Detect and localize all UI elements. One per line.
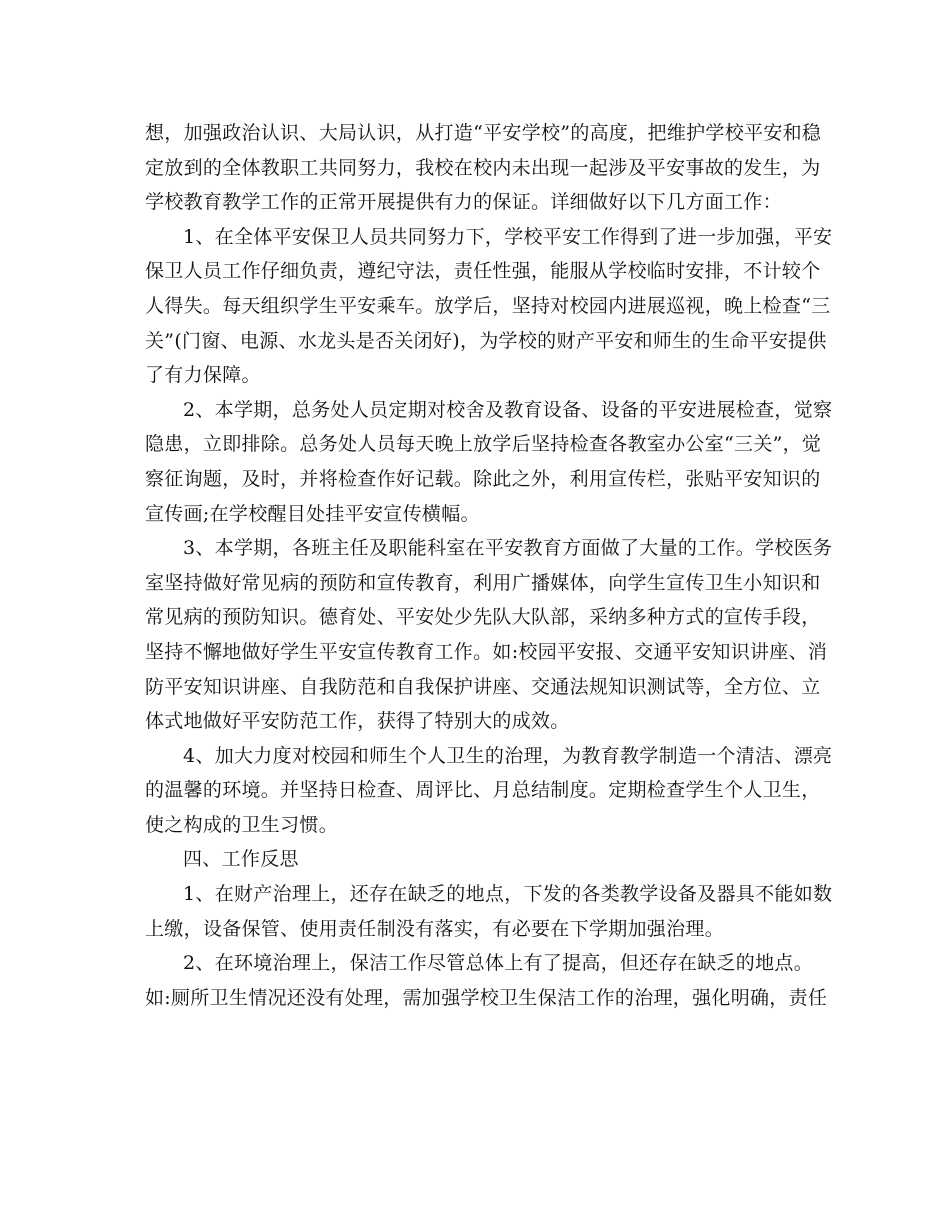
- text-line: 关”(门窗、电源、水龙头是否关闭好)，为学校的财产平安和师生的生命平安提供: [145, 329, 827, 352]
- text-line: 防平安知识讲座、自我防范和自我保护讲座、交通法规知识测试等，全方位、立: [145, 675, 821, 698]
- text-line: 学校教育教学工作的正常开展提供有力的保证。详细做好以下几方面工作：: [145, 191, 782, 214]
- text-line: 室坚持做好常见病的预防和宣传教育，利用广播媒体，向学生宣传卫生小知识和: [145, 571, 821, 594]
- text-line: 定放到的全体教职工共同努力，我校在校内未出现一起涉及平安事故的发生，为: [145, 156, 821, 179]
- paragraph-start-line: 3、本学期，各班主任及职能科室在平安教育方面做了大量的工作。学校医务: [183, 537, 833, 560]
- text-line: 体式地做好平安防范工作，获得了特别大的成效。: [145, 710, 570, 733]
- text-line: 使之构成的卫生习惯。: [145, 813, 339, 836]
- text-line: 常见病的预防知识。德育处、平安处少先队大队部，采纳多种方式的宣传手段，: [145, 606, 821, 629]
- text-line: 坚持不懈地做好学生平安宣传教育工作。如:校园平安报、交通平安知识讲座、消: [145, 640, 828, 663]
- document-body: [145, 116, 833, 1015]
- text-line: 想，加强政治认识、大局认识，从打造“平安学校”的高度，把维护学校平安和稳: [145, 122, 822, 144]
- paragraph-start-line: 1、在财产治理上，还存在缺乏的地点，下发的各类教学设备及器具不能如数: [183, 883, 833, 906]
- text-line: 察征询题，及时，并将检查作好记载。除此之外，利用宣传栏，张贴平安知识的: [145, 467, 821, 490]
- text-line: 的温馨的环境。并坚持日检查、周评比、月总结制度。定期检查学生个人卫生，: [145, 779, 821, 802]
- paragraph-start-line: 1、在全体平安保卫人员共同努力下，学校平安工作得到了进一步加强，平安: [183, 225, 833, 248]
- paragraph-start-line: 4、加大力度对校园和师生个人卫生的治理，为教育教学制造一个清洁、漂亮: [183, 744, 833, 767]
- text-line: 了有力保障。: [145, 364, 261, 387]
- text-line: 上缴，设备保管、使用责任制没有落实，有必要在下学期加强治理。: [145, 917, 725, 940]
- text-line: 隐患，立即排除。总务处人员每天晚上放学后坚持检查各教室办公室“三关”，觉: [145, 433, 822, 456]
- text-line: 宣传画;在学校醒目处挂平安宣传横幅。: [145, 502, 480, 525]
- text-line: 保卫人员工作仔细负责，遵纪守法，责任性强，能服从学校临时安排，不计较个: [145, 260, 821, 283]
- text-line: 人得失。每天组织学生平安乘车。放学后，坚持对校园内进展巡视，晚上检查“三: [145, 294, 831, 317]
- paragraph-start-line: 2、本学期，总务处人员定期对校舍及教育设备、设备的平安进展检查，觉察: [183, 398, 833, 421]
- paragraph-start-line: 2、在环境治理上，保洁工作尽管总体上有了提高，但还存在缺乏的地点。: [183, 952, 813, 975]
- text-line: 如:厕所卫生情况还没有处理，需加强学校卫生保洁工作的治理，强化明确，责任: [145, 986, 828, 1009]
- section-heading: 四、工作反思: [183, 848, 299, 871]
